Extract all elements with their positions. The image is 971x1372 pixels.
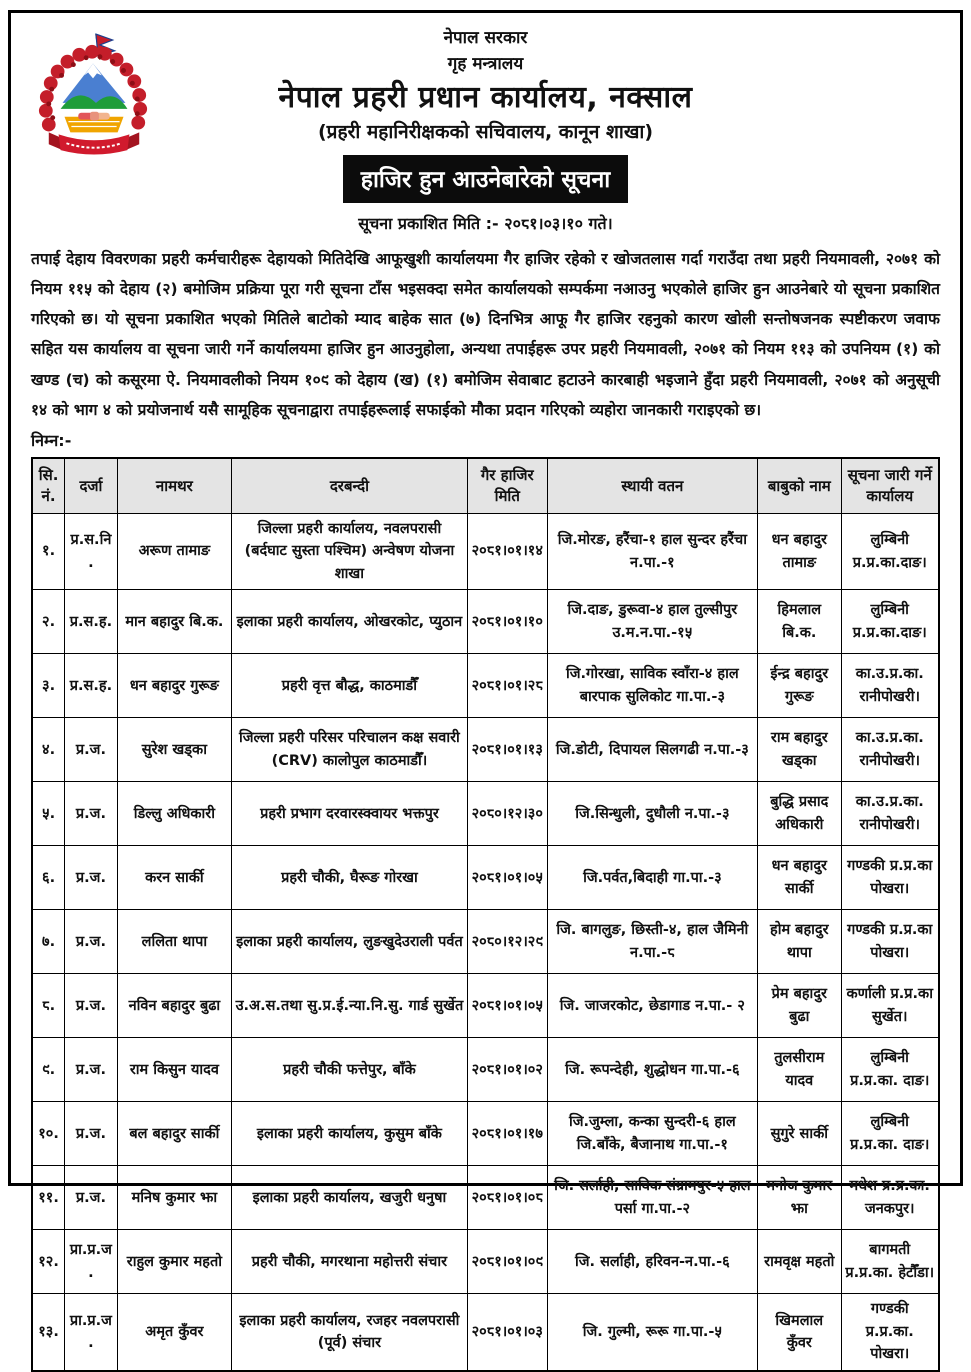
table-cell: प्र.स.नि. bbox=[65, 514, 118, 590]
table-cell: बल बहादुर सार्की bbox=[117, 1102, 231, 1166]
nepal-government-emblem-logo bbox=[35, 29, 153, 169]
table-cell: २०८१।०१।०२ bbox=[467, 1038, 547, 1102]
table-cell: जि.दाङ, डुरूवा-४ हाल तुल्सीपुर उ.म.न.पा.-१५ bbox=[547, 590, 757, 654]
handshake-icon bbox=[78, 112, 109, 121]
table-row bbox=[32, 846, 939, 910]
table-cell: जि. सर्लाही, साविक संग्रामपुर-५ हाल पर्सा गा.पा.-२ bbox=[547, 1166, 757, 1230]
table-cell: जि. रूपन्देही, शुद्धोधन गा.पा.-६ bbox=[547, 1038, 757, 1102]
table-cell: जि. गुल्मी, रूरू गा.पा.-५ bbox=[547, 1294, 757, 1371]
ribbon-banner bbox=[49, 132, 139, 154]
col-name: नामथर bbox=[117, 458, 231, 514]
table-row bbox=[32, 974, 939, 1038]
table-cell: लुम्बिनी प्र.प्र.का.दाङ। bbox=[841, 514, 939, 590]
table-cell: २०८१।०१।१३ bbox=[467, 718, 547, 782]
table-cell: डिल्लु अधिकारी bbox=[117, 782, 231, 846]
table-cell: प्र.ज. bbox=[65, 718, 118, 782]
table-cell: २०८१।०१।०९ bbox=[467, 1230, 547, 1294]
table-cell: उ.अ.स.तथा सु.प्र.ई.न्या.नि.सु. गार्ड सुर्खेत bbox=[232, 974, 468, 1038]
table-cell: ८. bbox=[32, 974, 65, 1038]
table-row bbox=[32, 1038, 939, 1102]
table-cell: ३. bbox=[32, 654, 65, 718]
table-row bbox=[32, 1166, 939, 1230]
table-row bbox=[32, 910, 939, 974]
table-cell: प्र.ज. bbox=[65, 974, 118, 1038]
table-row bbox=[32, 514, 939, 590]
table-cell: राम बहादुर खड्का bbox=[758, 718, 841, 782]
table-row bbox=[32, 718, 939, 782]
table-cell: २०८१।०१।१७ bbox=[467, 1102, 547, 1166]
table-cell: इलाका प्रहरी कार्यालय, लुङखुदेउराली पर्वत bbox=[232, 910, 468, 974]
notice-page bbox=[8, 10, 963, 1363]
table-cell: प्रहरी चौकी, मगरथाना महोत्तरी संचार bbox=[232, 1230, 468, 1294]
table-cell: अरूण तामाङ bbox=[117, 514, 231, 590]
department-name: (प्रहरी महानिरीक्षकको सचिवालय, कानून शाखा) bbox=[317, 121, 654, 144]
table-cell: रामवृक्ष महतो bbox=[758, 1230, 841, 1294]
table-cell: मनिष कुमार झा bbox=[117, 1166, 231, 1230]
table-cell: लुम्बिनी प्र.प्र.का. दाङ। bbox=[841, 1102, 939, 1166]
notice-body-paragraph: तपाई देहाय विवरणका प्रहरी कर्मचारीहरू देहायको मितिदेखि आफूखुशी कार्यालयमा गैर हाजिर रहेको र खोजतलास गर्दा गराउँदा तथा प्रहरी नियमावली, २०७१ को नियम ११५ को देहाय (२) बमोजिम प्रक्रिया पूरा गरी सूचना टाँस भइसक्दा समेत कार्यालयको सम्पर्कमा नआउनु भएकोले हाजिर हुन आउनेबारे यो सूचना प्रकाशित गरिएको छ। यो सूचना प्रकाशित भएको मितिले बाटोको म्याद बाहेक सात (७) दिनभित्र आफू गैर हाजिर रहनुको कारण खोली सन्तोषजनक स्पष्टीकरण जवाफ सहित यस कार्यालय वा सूचना जारी गर्ने कार्यालयमा हाजिर हुन आउनुहोला, अन्यथा तपाईहरू उपर प्रहरी नियमावली, २०७१ को नियम ११३ को उपनियम (१) को खण्ड (च) को कसूरमा ऐ. नियमावलीको नियम १०९ को देहाय (ख) (१) बमोजिम सेवाबाट हटाउने कारबाही भइजाने हुँदा प्रहरी नियमावली, २०७१ को अनुसूची १४ को भाग ४ को प्रयोजनार्थ यसै सामूहिक सूचनाद्वारा तपाईहरूलाई सफाईको मौका प्रदान गरिएको व्यहोरा जानकारी गराइएको छ। bbox=[31, 249, 940, 419]
col-rank: दर्जा bbox=[65, 458, 118, 514]
table-cell: जिल्ला प्रहरी कार्यालय, नवलपरासी (बर्दघाट सुस्ता पश्चिम) अन्वेषण योजना शाखा bbox=[232, 514, 468, 590]
table-cell: जिल्ला प्रहरी परिसर परिचालन कक्ष सवारी (CRV) कालोपुल काठमाडौँ। bbox=[232, 718, 468, 782]
table-cell: प्रा.प्र.ज. bbox=[65, 1230, 118, 1294]
table-cell: जि. बागलुङ, छिस्ती-४, हाल जैमिनी न.पा.-८ bbox=[547, 910, 757, 974]
table-cell: ४. bbox=[32, 718, 65, 782]
table-cell: गण्डकी प्र.प्र.का. पोखरा। bbox=[841, 1294, 939, 1371]
table-cell: जि.जुम्ला, कन्का सुन्दरी-६ हाल जि.बाँके, बैजानाथ गा.पा.-१ bbox=[547, 1102, 757, 1166]
table-cell: खिमलाल कुँवर bbox=[758, 1294, 841, 1371]
list-label: निम्न:- bbox=[31, 431, 72, 450]
table-cell: ६. bbox=[32, 846, 65, 910]
table-cell: गण्डकी प्र.प्र.का पोखरा। bbox=[841, 846, 939, 910]
table-cell: धन बहादुर गुरूङ bbox=[117, 654, 231, 718]
table-cell: प्रहरी चौकी फत्तेपुर, बाँके bbox=[232, 1038, 468, 1102]
table-cell: ईन्द्र बहादुर गुरूङ bbox=[758, 654, 841, 718]
table-cell: अमृत कुँवर bbox=[117, 1294, 231, 1371]
table-cell: जि.पर्वत,बिदाही गा.पा.-३ bbox=[547, 846, 757, 910]
table-cell: प्र.ज. bbox=[65, 846, 118, 910]
table-header-row bbox=[32, 458, 939, 514]
personnel-table bbox=[31, 457, 940, 1372]
table-cell: २०८१।०१।०८ bbox=[467, 1166, 547, 1230]
col-permanent-address: स्थायी वतन bbox=[547, 458, 757, 514]
col-father-name: बाबुको नाम bbox=[758, 458, 841, 514]
table-cell: जि.गोरखा, साविक स्वाँरा-४ हाल बारपाक सुलिकोट गा.पा.-३ bbox=[547, 654, 757, 718]
table-cell: ललिता थापा bbox=[117, 910, 231, 974]
table-cell: का.उ.प्र.का. रानीपोखरी। bbox=[841, 718, 939, 782]
table-cell: २०८१।०१।२८ bbox=[467, 654, 547, 718]
table-cell: ५. bbox=[32, 782, 65, 846]
table-cell: प्र.ज. bbox=[65, 1038, 118, 1102]
table-cell: २०८१।०१।०३ bbox=[467, 1294, 547, 1371]
table-cell: राम किसुन यादव bbox=[117, 1038, 231, 1102]
table-cell: सुरेश खड्का bbox=[117, 718, 231, 782]
table-cell: १३. bbox=[32, 1294, 65, 1371]
table-row bbox=[32, 590, 939, 654]
table-cell: प्र.स.ह. bbox=[65, 590, 118, 654]
table-row bbox=[32, 1294, 939, 1371]
table-cell: धन बहादुर तामाङ bbox=[758, 514, 841, 590]
table-cell: प्रेम बहादुर बुढा bbox=[758, 974, 841, 1038]
table-cell: कर्णाली प्र.प्र.का सुर्खेत। bbox=[841, 974, 939, 1038]
table-cell: प्रहरी चौकी, घैरूङ गोरखा bbox=[232, 846, 468, 910]
table-cell: मनोज कुमार झा bbox=[758, 1166, 841, 1230]
table-cell: इलाका प्रहरी कार्यालय, रजहर नवलपरासी (पूर्व) संचार bbox=[232, 1294, 468, 1371]
table-cell: २०८१।०१।१४ bbox=[467, 514, 547, 590]
table-cell: बागमती प्र.प्र.का. हेटौँडा। bbox=[841, 1230, 939, 1294]
table-cell: का.उ.प्र.का. रानीपोखरी। bbox=[841, 782, 939, 846]
table-cell: २०८०।१२।३० bbox=[467, 782, 547, 846]
table-cell: जि.डोटी, दिपायल सिलगढी न.पा.-३ bbox=[547, 718, 757, 782]
table-cell: बुद्धि प्रसाद अधिकारी bbox=[758, 782, 841, 846]
table-row bbox=[32, 1230, 939, 1294]
table-cell: इलाका प्रहरी कार्यालय, खजुरी धनुषा bbox=[232, 1166, 468, 1230]
table-cell: २०८१।०१।०५ bbox=[467, 846, 547, 910]
table-cell: राहुल कुमार महतो bbox=[117, 1230, 231, 1294]
table-cell: जि. सर्लाही, हरिवन-न.पा.-६ bbox=[547, 1230, 757, 1294]
table-cell: मान बहादुर बि.क. bbox=[117, 590, 231, 654]
table-cell: २०८०।१२।२९ bbox=[467, 910, 547, 974]
ministry-name: गृह मन्त्रालय bbox=[447, 54, 524, 75]
notice-title: हाजिर हुन आउनेबारेको सूचना bbox=[343, 155, 628, 203]
table-cell: ११. bbox=[32, 1166, 65, 1230]
table-cell: प्रहरी प्रभाग दरवारस्क्वायर भक्तपुर bbox=[232, 782, 468, 846]
notice-header bbox=[31, 21, 940, 234]
table-cell: इलाका प्रहरी कार्यालय, कुसुम बाँके bbox=[232, 1102, 468, 1166]
government-name: नेपाल सरकार bbox=[443, 28, 528, 48]
table-cell: प्रा.प्र.ज. bbox=[65, 1294, 118, 1371]
table-cell: प्र.स.ह. bbox=[65, 654, 118, 718]
table-cell: २. bbox=[32, 590, 65, 654]
table-cell: इलाका प्रहरी कार्यालय, ओखरकोट, प्युठान bbox=[232, 590, 468, 654]
table-cell: तुलसीराम यादव bbox=[758, 1038, 841, 1102]
table-cell: गण्डकी प्र.प्र.का पोखरा। bbox=[841, 910, 939, 974]
table-cell: हिमलाल बि.क. bbox=[758, 590, 841, 654]
table-cell: प्रहरी वृत्त बौद्ध, काठमाडौँ bbox=[232, 654, 468, 718]
office-name: नेपाल प्रहरी प्रधान कार्यालय, नक्साल bbox=[278, 79, 693, 115]
table-cell: होम बहादुर थापा bbox=[758, 910, 841, 974]
table-cell: १०. bbox=[32, 1102, 65, 1166]
table-cell: जि.सिन्धुली, दुधौली न.पा.-३ bbox=[547, 782, 757, 846]
table-cell: २०८१।०१।०५ bbox=[467, 974, 547, 1038]
table-cell: ९. bbox=[32, 1038, 65, 1102]
table-cell: जि. जाजरकोट, छेडागाड न.पा.- २ bbox=[547, 974, 757, 1038]
table-row bbox=[32, 782, 939, 846]
notice-table-body bbox=[32, 514, 939, 1371]
table-cell: ७. bbox=[32, 910, 65, 974]
table-cell: प्र.ज. bbox=[65, 1102, 118, 1166]
table-cell: २०८१।०१।१० bbox=[467, 590, 547, 654]
table-cell: लुम्बिनी प्र.प्र.का.दाङ। bbox=[841, 590, 939, 654]
col-absent-date: गैर हाजिर मिति bbox=[467, 458, 547, 514]
table-cell: नविन बहादुर बुढा bbox=[117, 974, 231, 1038]
col-posting: दरबन्दी bbox=[232, 458, 468, 514]
published-date: सूचना प्रकाशित मिति :- २०८१।०३।१० गते। bbox=[358, 213, 613, 233]
col-serial-number: सि. नं. bbox=[32, 458, 65, 514]
table-cell: प्र.ज. bbox=[65, 910, 118, 974]
table-cell: लुम्बिनी प्र.प्र.का. दाङ। bbox=[841, 1038, 939, 1102]
table-cell: का.उ.प्र.का. रानीपोखरी। bbox=[841, 654, 939, 718]
table-row bbox=[32, 654, 939, 718]
col-issuing-office: सूचना जारी गर्ने कार्यालय bbox=[841, 458, 939, 514]
table-cell: १. bbox=[32, 514, 65, 590]
table-cell: धन बहादुर सार्की bbox=[758, 846, 841, 910]
table-cell: करन सार्की bbox=[117, 846, 231, 910]
table-cell: मधेश प्र.प्र.का. जनकपुर। bbox=[841, 1166, 939, 1230]
table-cell: सुगुरे सार्की bbox=[758, 1102, 841, 1166]
table-cell: प्र.ज. bbox=[65, 782, 118, 846]
table-cell: प्र.ज. bbox=[65, 1166, 118, 1230]
table-cell: १२. bbox=[32, 1230, 65, 1294]
table-cell: जि.मोरङ, हरैंचा-१ हाल सुन्दर हरैंचा न.पा.-१ bbox=[547, 514, 757, 590]
table-row bbox=[32, 1102, 939, 1166]
